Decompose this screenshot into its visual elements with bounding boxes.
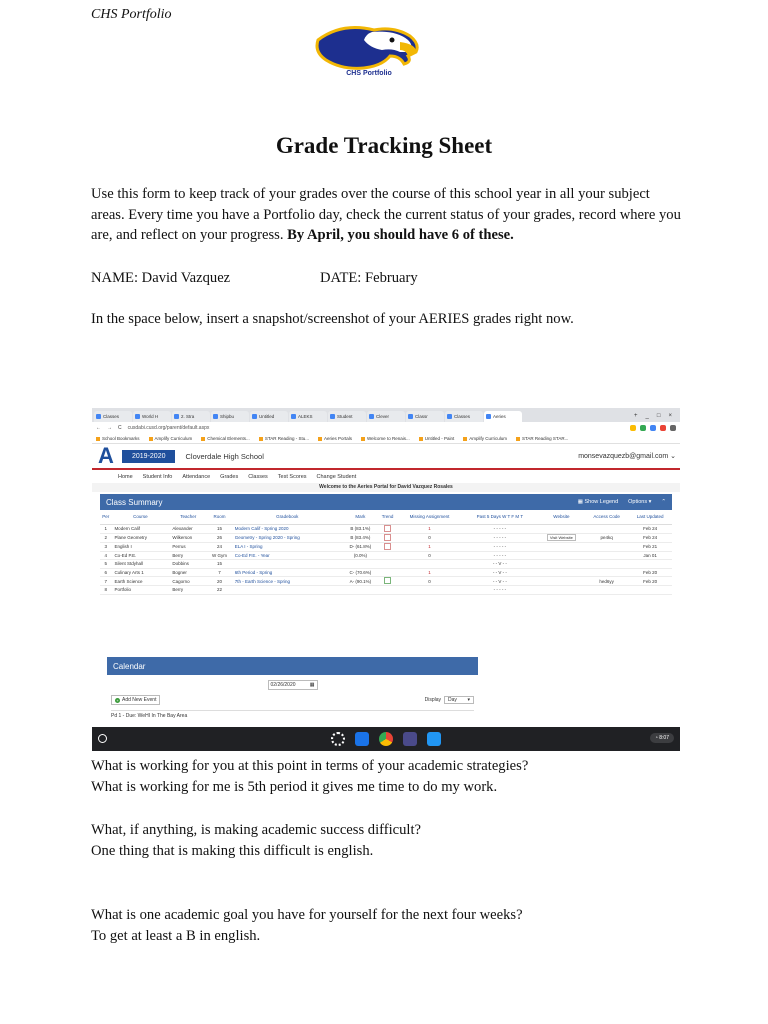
nav-change-student[interactable]: Change Student [316, 473, 357, 480]
calendar-event[interactable]: Pd 1 - Due: WeHI In The Bay Area [111, 710, 474, 719]
bookmark-item[interactable]: Aeries Portals [318, 436, 352, 441]
nav-classes[interactable]: Classes [248, 473, 268, 480]
bookmark-item[interactable]: Chemical Elements... [201, 436, 250, 441]
options-button[interactable]: Options ▾ [628, 499, 652, 505]
tab-favicon-icon [291, 414, 296, 419]
display-label: Display [424, 697, 441, 703]
gradebook-link[interactable]: ELA I - Spring [232, 542, 343, 551]
tab-favicon-icon [252, 414, 257, 419]
nav-grades[interactable]: Grades [220, 473, 239, 480]
bookmark-item[interactable]: Welcome to Renais... [361, 436, 410, 441]
col-header: Access Code [585, 510, 628, 524]
table-row: 7 Earth Science Cagorno 20 7th - Earth Science - Spring A- (90.1%) 0 - - V - - hed6yy Feb 20 [100, 577, 672, 586]
gradebook-link[interactable]: Geometry - Spring 2020 - Spring [232, 533, 343, 542]
display-select[interactable]: Day ▾ [444, 696, 474, 704]
col-header: Per [100, 510, 111, 524]
reload-icon[interactable]: C [118, 425, 122, 431]
app-icon[interactable] [427, 732, 441, 746]
browser-tab-bar [92, 408, 680, 422]
school-name: Cloverdale High School [185, 451, 264, 461]
extension-icon[interactable] [650, 425, 656, 431]
calendar-panel [107, 657, 478, 729]
status-tray[interactable]: ◔ 8:07 [650, 733, 674, 743]
chrome-icon[interactable] [379, 732, 393, 746]
forward-icon[interactable]: → [107, 425, 112, 431]
browser-tab[interactable]: Untitled [250, 411, 288, 422]
question-2-block [91, 820, 681, 861]
nav-student-info[interactable]: Student Info [142, 473, 173, 480]
bookmark-item[interactable]: STAR Reading STAR... [516, 436, 568, 441]
launcher-icon[interactable] [98, 734, 107, 743]
col-header: Gradebook [232, 510, 343, 524]
close-icon[interactable]: × [668, 413, 672, 419]
aeries-logo-icon: A [98, 443, 114, 468]
show-legend-button[interactable]: ▦ Show Legend [577, 499, 619, 505]
col-header: Last Updated [628, 510, 672, 524]
nav-test-scores[interactable]: Test Scores [277, 473, 307, 480]
visit-website-button[interactable]: Visit Website [547, 534, 576, 541]
table-row: 8 Portfolio Berry 22 - - - - - [100, 586, 672, 595]
gradebook-link[interactable]: 7th - Earth Science - Spring [232, 577, 343, 586]
browser-tab[interactable]: Classes [94, 411, 132, 422]
logo-caption: CHS Portfolio [346, 70, 392, 77]
tab-favicon-icon [447, 414, 452, 419]
name-field: NAME: David Vazquez [91, 270, 231, 286]
question-2: What, if anything, is making academic success difficult? [91, 822, 422, 838]
extension-icon[interactable] [660, 425, 666, 431]
new-tab-icon[interactable]: + [634, 413, 638, 419]
browser-tab[interactable]: World H [133, 411, 171, 422]
intro-paragraph [91, 184, 681, 246]
bookmark-item[interactable]: Amplify Curriculum [463, 436, 507, 441]
class-summary-header [100, 494, 672, 510]
extension-icon[interactable] [630, 425, 636, 431]
extension-icons [630, 425, 676, 431]
welcome-banner: Welcome to the Aeries Portal for David Vazquez Rosales [92, 483, 680, 492]
browser-tab[interactable]: Shipbu [211, 411, 249, 422]
tab-favicon-icon [174, 414, 179, 419]
loading-icon [331, 732, 345, 746]
header-title: CHS Portfolio [91, 7, 172, 22]
calendar-date-input[interactable]: 02/26/2020 ▦ [268, 680, 318, 690]
intro-bold-text: By April, you should have 6 of these. [287, 227, 514, 243]
table-row: 1 Modern Calif Alexander 15 Modern Calif - Spring 2020 B (83.1%) 1 - - - - - Feb 24 [100, 524, 672, 533]
table-row: 5 Silent Stdyhall Dobbins 15 - - V - - [100, 560, 672, 569]
col-header: Course [111, 510, 169, 524]
date-field: DATE: February [320, 270, 418, 286]
question-3: What is one academic goal you have for yourself for the next four weeks? [91, 907, 523, 923]
aeries-header [92, 444, 680, 470]
class-summary-title: Class Summary [106, 497, 163, 507]
table-row: 2 Plane Geometry Wilkerson 26 Geometry - Spring 2020 - Spring B (83.4%) 0 - - - - - Visit Website pe4kq Feb 24 [100, 533, 672, 542]
window-controls [634, 413, 680, 422]
trend-chart-icon[interactable] [384, 543, 391, 550]
col-header: Past 5 Days W T F M T [462, 510, 538, 524]
browser-tab[interactable]: Classes [445, 411, 483, 422]
answer-3: To get at least a B in english. [91, 927, 261, 944]
camera-icon[interactable] [403, 732, 417, 746]
bookmark-item[interactable]: STAR Reading - Stu... [259, 436, 309, 441]
browser-tab[interactable]: Student [328, 411, 366, 422]
gradebook-link[interactable]: Co-Ed P.E. - Year [232, 551, 343, 560]
trend-chart-icon[interactable] [384, 534, 391, 541]
aeries-nav [92, 470, 680, 483]
account-email[interactable]: monsevazquezb@gmail.com ⌄ [578, 453, 676, 460]
col-header: Teacher [169, 510, 207, 524]
tab-favicon-icon [96, 414, 101, 419]
table-row: 6 Culinary Arts 1 Bogner 7 6th Period - Spring C- (70.6%) 1 - - V - - Feb 20 [100, 568, 672, 577]
tab-favicon-icon [213, 414, 218, 419]
tab-favicon-icon [486, 414, 491, 419]
minimize-icon[interactable]: _ [645, 413, 649, 419]
nav-attendance[interactable]: Attendance [182, 473, 211, 480]
instruction-text: In the space below, insert a snapshot/screenshot of your AERIES grades right now. [91, 311, 574, 327]
wifi-icon: ◔ [654, 735, 658, 741]
collapse-icon[interactable]: ⌃ [661, 499, 666, 505]
aeries-screenshot [92, 408, 680, 751]
bookmark-item[interactable]: Amplify Curriculum [149, 436, 193, 441]
tab-favicon-icon [369, 414, 374, 419]
intro-text: Use this form to keep track of your grades over the course of this school year in all your subject areas. Every time you have a Portfolio day, check the current status of your grades, record where you are, and reflect on your progress. [91, 186, 681, 243]
class-summary-table [100, 510, 672, 595]
bookmark-item[interactable]: School Bookmarks [96, 436, 140, 441]
gradebook-link[interactable]: Modern Calif - Spring 2020 [232, 524, 343, 533]
extension-icon[interactable] [640, 425, 646, 431]
chevron-down-icon: ⌄ [670, 453, 676, 460]
gradebook-link[interactable]: 6th Period - Spring [232, 568, 343, 577]
tab-favicon-icon [330, 414, 335, 419]
browser-tab[interactable]: Classr [406, 411, 444, 422]
school-year-badge[interactable]: 2019-2020 [122, 450, 175, 463]
browser-tab[interactable]: ALEKS [289, 411, 327, 422]
profile-icon[interactable] [670, 425, 676, 431]
chevron-down-icon: ▾ [467, 697, 470, 703]
app-icon[interactable] [355, 732, 369, 746]
col-header: Missing Assignment [397, 510, 462, 524]
trend-chart-icon[interactable] [384, 525, 391, 532]
answer-2: One thing that is making this difficult is english. [91, 842, 374, 859]
question-3-block [91, 905, 681, 946]
col-header: Trend [378, 510, 397, 524]
nav-home[interactable]: Home [118, 473, 133, 480]
answer-1: What is working for me is 5th period it gives me time to do my work. [91, 778, 498, 795]
question-1-block [91, 756, 681, 797]
plus-icon: + [116, 697, 119, 703]
browser-tab[interactable]: 2. Stra [172, 411, 210, 422]
calendar-icon[interactable]: ▦ [309, 682, 315, 688]
tab-favicon-icon [135, 414, 140, 419]
browser-tab-active[interactable]: Aeries [484, 411, 522, 422]
address-bar-row [92, 422, 680, 434]
question-1: What is working for you at this point in terms of your academic strategies? [91, 758, 529, 774]
bookmark-item[interactable]: Untitled - Paint [419, 436, 455, 441]
col-header: Mark [343, 510, 378, 524]
maximize-icon[interactable]: □ [656, 413, 661, 419]
os-shelf [92, 727, 680, 751]
url-field[interactable]: cusdabi.cusd.org/parent/default.aspx [127, 425, 210, 431]
page-title: Grade Tracking Sheet [275, 133, 493, 158]
calendar-header: Calendar [107, 657, 478, 675]
add-event-button[interactable]: + Add New Event [111, 695, 160, 705]
browser-tab[interactable]: Clever [367, 411, 405, 422]
col-header: Website [538, 510, 585, 524]
back-icon[interactable]: ← [96, 425, 101, 431]
bookmarks-bar [92, 434, 680, 444]
col-header: Room [207, 510, 231, 524]
trend-chart-icon[interactable] [384, 577, 391, 584]
table-row: 4 Co-Ed P.E. Berry W Gym Co-Ed P.E. - Year (0.0%) 0 - - - - - Jan 01 [100, 551, 672, 560]
tab-favicon-icon [408, 414, 413, 419]
name-date-line [91, 268, 681, 289]
table-row: 3 English I Perrus 24 ELA I - Spring D- (61.8%) 1 - - - - - Feb 21 [100, 542, 672, 551]
